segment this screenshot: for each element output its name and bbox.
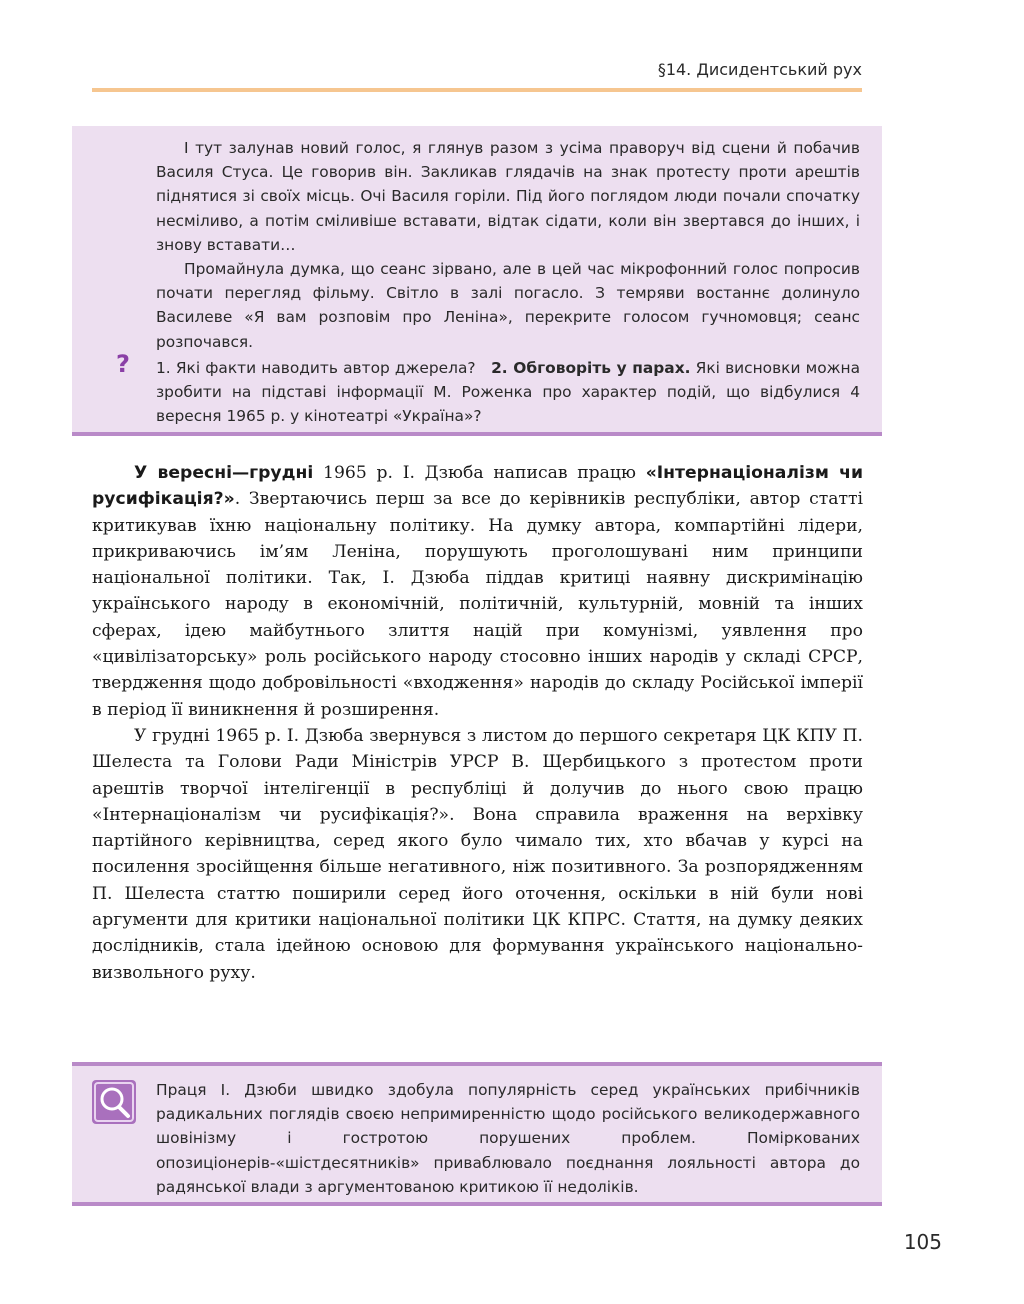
question-2-label: 2. Обговоріть у парах.	[491, 359, 691, 377]
page-number: 105	[903, 1230, 942, 1254]
source-excerpt-box	[72, 126, 882, 436]
paragraph-1-text-b: . Звертаючись перш за все до керівників республіки, автор статті критикував їхню національну політику. На думку автора, компартійні лідери, прикриваючись ім’ям Леніна, порушують проголошувані ним принципи національної політики. Так, І. Дзюба піддав критиці наявну дискримінацію українського народу в економічній, політичній, культурній, мовній та інших сферах, ідею майбутнього злиття націй при комунізмі, уявлення про «цивілізаторську» роль російського народу стосовно інших народів у складі СРСР, твердження щодо добровільності «входження» народів до складу Російської імперії в період її виникнення й розширення.	[92, 489, 863, 720]
date-highlight: У вересні—грудні	[134, 463, 314, 483]
question-icon: ?	[116, 350, 130, 378]
magnifier-icon	[92, 1080, 136, 1124]
info-box	[72, 1062, 882, 1206]
main-paragraph-1	[92, 460, 863, 723]
questions-paragraph	[156, 356, 860, 429]
source-paragraph-1: І тут залунав новий голос, я глянув разом з усіма праворуч від сцени й побачив Василя Стуса. Це говорив він. Закликав глядачів на знак протесту проти арештів піднятися зі своїх місць. Очі Василя горіли. Під його поглядом люди почали спочатку несміливо, а потім сміливіше вставати, відтак сідати, коли він звертався до інших, і знову вставати…	[156, 139, 860, 254]
main-body-text	[92, 460, 863, 986]
source-excerpt-text	[156, 136, 860, 354]
source-paragraph-2: Промайнула думка, що сеанс зірвано, але в цей час мікрофонний голос попросив почати перегляд фільму. Світло в залі погасло. З темряви востаннє долинуло Василеве «Я вам розповім про Леніна», перекрите голосом гучномовця; сеанс розпочався.	[156, 260, 860, 351]
header-divider	[92, 88, 862, 92]
work-title-highlight: «Інтернаціоналізм чи русифікація?»	[92, 463, 863, 510]
question-2-text: Які висновки можна зробити на підставі інформації М. Роженка про характер подій, що відбулися 4 вересня 1965 р. у кінотеатрі «Україна»?	[156, 359, 860, 426]
question-1: 1. Які факти наводить автор джерела?	[156, 359, 476, 377]
info-text: Праця І. Дзюби швидко здобула популярність серед українських прибічників радикальних поглядів своєю непримиренністю щодо російського великодержавного шовінізму і гостротою порушених проблем. Поміркованих опозиціонерів-«шістдесятників» приваблювало поєднання лояльності автора до радянської влади з аргументованою критикою її недоліків.	[156, 1081, 860, 1196]
main-paragraph-2: У грудні 1965 р. І. Дзюба звернувся з листом до першого секретаря ЦК КПУ П. Шелеста та Голови Ради Міністрів УРСР В. Щербицького з протестом проти арештів творчої інтелігенції в республіці й долучив до нього свою працю «Інтернаціоналізм чи русифікація?». Вона справила враження на верхівку партійного керівництва, серед якого було чимало тих, хто вбачав у курсі на посилення зросійщення більше негативного, ніж позитивного. За розпорядженням П. Шелеста статтю поширили серед його оточення, оскільки в ній були нові аргументи для критики національної політики ЦК КПРС. Стаття, на думку деяких дослідників, стала ідейною основою для формування українського національно-визвольного руху.	[92, 725, 863, 983]
section-header: §14. Дисидентський рух	[657, 60, 862, 79]
paragraph-1-text-a: 1965 р. І. Дзюба написав працю	[313, 463, 646, 483]
questions-block	[156, 356, 860, 429]
